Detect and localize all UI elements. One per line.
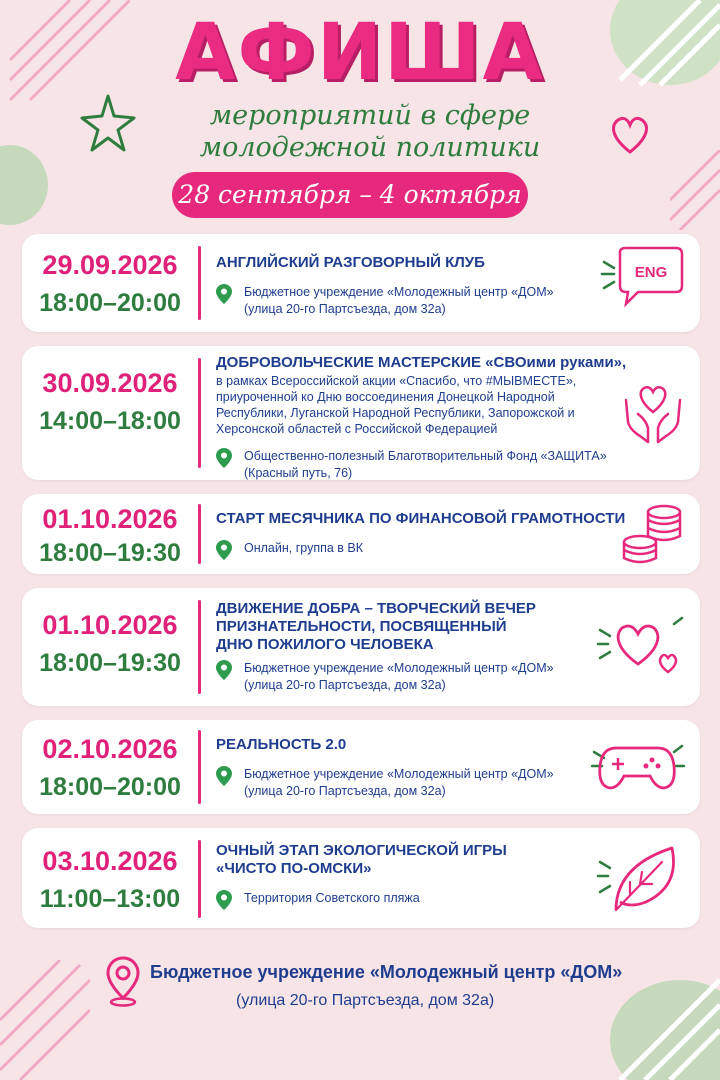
event-date: 01.10.2026 <box>42 610 178 640</box>
divider <box>198 840 201 918</box>
divider <box>198 730 201 804</box>
event-place-line-1: Бюджетное учреждение «Молодежный центр «ДОМ» <box>244 285 554 299</box>
event-location <box>216 660 640 694</box>
event-title <box>216 842 618 878</box>
location-pin-icon <box>216 448 232 468</box>
gamepad-icon <box>590 732 686 800</box>
event-when <box>22 368 198 436</box>
event-card <box>22 494 700 574</box>
event-date: 02.10.2026 <box>42 734 178 764</box>
event-place-line-1: Бюджетное учреждение «Молодежный центр «ДОМ» <box>244 767 554 781</box>
event-description: в рамках Всероссийской акции «Спасибо, что #МЫВМЕСТЕ», приуроченной ко Дню воссоединения Донецкой Народной Республики, Луганской Народной Республики, Запорожской и Херсонской областей с Российской Федерацией <box>216 374 577 436</box>
event-when <box>22 734 198 802</box>
event-time: 14:00–18:00 <box>39 407 181 435</box>
event-card <box>22 720 700 814</box>
event-card <box>22 234 700 332</box>
event-time: 18:00–20:00 <box>39 289 181 317</box>
divider <box>198 504 201 564</box>
leaf-icon <box>596 842 686 916</box>
event-location <box>216 890 640 907</box>
event-title: РЕАЛЬНОСТЬ 2.0 <box>216 736 347 753</box>
event-location <box>216 540 640 557</box>
event-card <box>22 588 700 706</box>
event-when <box>22 846 198 914</box>
event-place-line-1: Территория Советского пляжа <box>244 891 420 905</box>
event-location <box>216 766 640 800</box>
event-card <box>22 828 700 928</box>
footer-address-line-1: Бюджетное учреждение «Молодежный центр «ДОМ» <box>150 962 623 982</box>
event-title: АНГЛИЙСКИЙ РАЗГОВОРНЫЙ КЛУБ <box>216 254 485 271</box>
event-location <box>216 448 640 482</box>
decor-green-blob-left <box>0 140 50 230</box>
event-title-line-1: ОЧНЫЙ ЭТАП ЭКОЛОГИЧЕСКОЙ ИГРЫ <box>216 842 507 859</box>
speech-bubble-icon <box>598 244 686 316</box>
event-place-line-2: (улица 20-го Партсъезда, дом 32а) <box>244 678 446 692</box>
event-place-line-1: Общественно-полезный Благотворительный Фонд «ЗАЩИТА» <box>244 449 607 463</box>
location-pin-icon <box>216 284 232 304</box>
event-time: 18:00–19:30 <box>39 539 181 567</box>
event-title: ДОБРОВОЛЬЧЕСКИЕ МАСТЕРСКИЕ «СВОими руками», <box>216 354 627 371</box>
footer-address-line-2: (улица 20-го Партсъезда, дом 32а) <box>236 992 495 1009</box>
event-title-line-2: «ЧИСТО ПО-ОМСКИ» <box>216 860 372 877</box>
event-title-line-2: ПРИЗНАТЕЛЬНОСТИ, ПОСВЯЩЕННЫЙ <box>216 618 507 635</box>
event-date: 30.09.2026 <box>42 368 178 398</box>
event-title-line-3: ДНЮ ПОЖИЛОГО ЧЕЛОВЕКА <box>216 636 434 653</box>
divider <box>198 246 201 320</box>
speech-bubble-label: ENG <box>634 264 668 281</box>
decor-stripes-right <box>670 150 720 230</box>
event-place-line-2: (улица 20-го Партсъезда, дом 32а) <box>244 784 446 798</box>
subtitle-line-2: молодежной политики <box>199 132 541 163</box>
divider <box>198 600 201 694</box>
location-pin-icon <box>216 540 232 560</box>
event-title: СТАРТ МЕСЯЧНИКА ПО ФИНАНСОВОЙ ГРАМОТНОСТИ <box>216 510 626 527</box>
event-title-line-1: ДВИЖЕНИЕ ДОБРА – ТВОРЧЕСКИЙ ВЕЧЕР <box>216 600 536 617</box>
page-title: АФИША <box>175 8 545 98</box>
location-pin-icon <box>216 890 232 910</box>
heart-in-hands-icon <box>620 378 686 446</box>
event-place-line-2: (улица 20-го Партсъезда, дом 32а) <box>244 302 446 316</box>
event-date: 01.10.2026 <box>42 504 178 534</box>
star-doodle-icon <box>80 92 136 152</box>
event-time: 11:00–13:00 <box>39 885 181 913</box>
location-pin-icon <box>216 766 232 786</box>
page-subtitle <box>170 100 570 164</box>
event-time: 18:00–19:30 <box>39 649 181 677</box>
event-date: 29.09.2026 <box>42 250 178 280</box>
event-card <box>22 346 700 480</box>
event-location <box>216 284 640 318</box>
event-place-line-1: Онлайн, группа в ВК <box>244 541 364 555</box>
date-range-badge: 28 сентября – 4 октября <box>172 172 528 218</box>
divider <box>198 358 201 468</box>
event-time: 18:00–20:00 <box>39 773 181 801</box>
event-when <box>22 250 198 318</box>
event-when <box>22 504 198 568</box>
heart-doodle-icon <box>608 112 652 156</box>
coins-icon <box>620 502 686 568</box>
hearts-icon <box>594 614 686 680</box>
event-when <box>22 610 198 678</box>
location-pin-icon <box>216 660 232 680</box>
subtitle-line-1: мероприятий в сфере <box>209 100 531 131</box>
decor-stripes-bottom-left <box>0 960 90 1080</box>
event-place-line-1: Бюджетное учреждение «Молодежный центр «ДОМ» <box>244 661 554 675</box>
event-date: 03.10.2026 <box>42 846 178 876</box>
event-place-line-2: (Красный путь, 76) <box>244 466 353 480</box>
location-pin-icon <box>106 956 140 1008</box>
event-title <box>216 600 618 654</box>
